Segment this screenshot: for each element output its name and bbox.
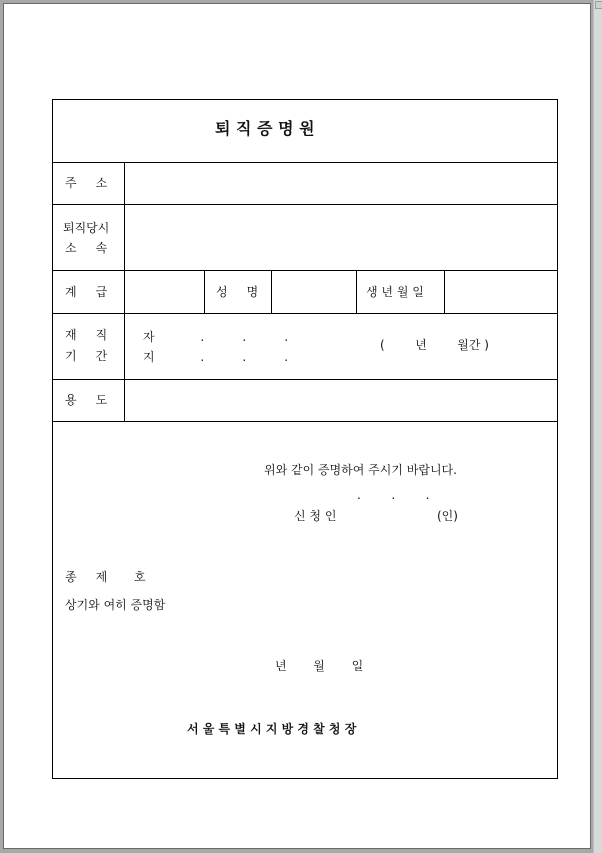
row-divider	[53, 162, 557, 163]
department-label-line1: 퇴직당시	[63, 221, 110, 235]
department-field[interactable]	[128, 210, 548, 262]
period-label-line2: 기 간	[65, 349, 108, 363]
period-from[interactable]: 자 . . .	[143, 330, 289, 344]
cell-divider	[356, 270, 357, 313]
vertical-scrollbar[interactable]	[593, 0, 602, 853]
certificate-number[interactable]: 종 제 호	[65, 570, 146, 584]
row-divider	[53, 379, 557, 380]
document-page	[3, 3, 591, 849]
birth-date-label: 생 년 월 일	[366, 285, 424, 299]
issuer-name: 서 울 특 별 시 지 방 경 찰 청 장	[187, 722, 357, 736]
cell-divider	[444, 270, 445, 313]
address-field[interactable]	[128, 168, 548, 198]
rank-label: 계 급	[65, 285, 108, 299]
cell-divider	[271, 270, 272, 313]
seal-mark: (인)	[437, 509, 458, 523]
name-label: 성 명	[216, 285, 259, 299]
label-column-divider	[124, 162, 125, 421]
row-divider	[53, 204, 557, 205]
row-divider	[53, 421, 557, 422]
name-field[interactable]	[275, 276, 353, 306]
birth-date-field[interactable]	[448, 276, 552, 306]
request-date[interactable]: . . .	[357, 488, 430, 502]
form-title: 퇴 직 증 명 원	[215, 119, 315, 138]
purpose-field[interactable]	[128, 385, 548, 415]
period-to[interactable]: 지 . . .	[143, 350, 289, 364]
period-duration[interactable]: ( 년 월간 )	[380, 338, 489, 352]
request-text: 위와 같이 증명하여 주시기 바랍니다.	[264, 463, 457, 477]
issue-date[interactable]: 년 월 일	[275, 659, 364, 673]
applicant-label: 신 청 인	[294, 509, 337, 523]
scroll-thumb[interactable]	[595, 1, 602, 9]
purpose-label: 용 도	[65, 393, 108, 407]
row-divider	[53, 270, 557, 271]
period-label-line1: 재 직	[65, 328, 108, 342]
certify-statement: 상기와 여히 증명함	[65, 598, 166, 612]
rank-field[interactable]	[128, 276, 200, 306]
department-label-line2: 소 속	[65, 241, 108, 255]
row-divider	[53, 313, 557, 314]
cell-divider	[204, 270, 205, 313]
retirement-certificate-form	[52, 99, 558, 779]
address-label: 주 소	[65, 176, 108, 190]
